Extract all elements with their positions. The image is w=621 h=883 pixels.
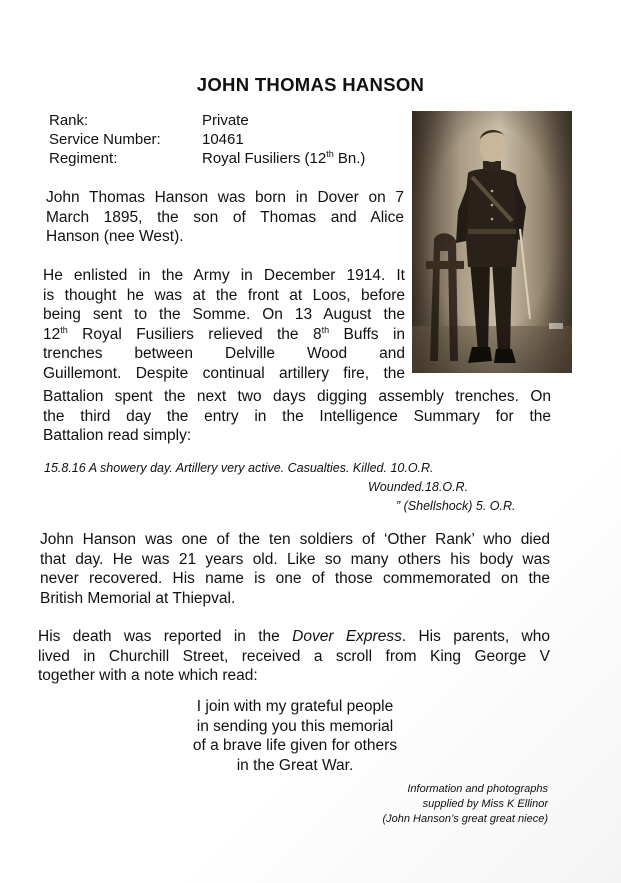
text-line: He enlisted in the Army in December 1914. It: [43, 267, 405, 284]
paragraph-report: [38, 627, 550, 686]
note-line: in the Great War.: [236, 756, 354, 774]
text-line: lived in Churchill Street, received a scroll from King George V: [38, 647, 550, 665]
text-line: being sent to the Somme. On 13 August the: [43, 306, 405, 323]
diary-entry-line: 15.8.16 A showery day. Artillery very active. Casualties. Killed. 10.O.R.: [44, 461, 434, 475]
diary-entry-line: ” (Shellshock) 5. O.R.: [396, 499, 516, 513]
info-label: Regiment:: [49, 150, 118, 167]
paragraph-enlistment-continued: [43, 387, 551, 446]
text-line: the third day the entry in the Intelligence Summary for the: [43, 407, 551, 425]
info-value: Royal Fusiliers (12th Bn.): [202, 149, 366, 167]
text-line: His death was reported in the Dover Express. His parents, who: [38, 628, 550, 645]
text-line: trenches between Delville Wood and: [43, 345, 405, 362]
text-line: 12th Royal Fusiliers relieved the 8th Buffs in: [43, 324, 406, 343]
text-line: British Memorial at Thiepval.: [40, 589, 236, 607]
paragraph-birth: [46, 188, 404, 247]
text-line: never recovered. His name is one of those commemorated on the: [40, 570, 550, 587]
service-info: [49, 111, 365, 168]
info-row-service-number: [49, 130, 365, 149]
photo-credit: [382, 782, 548, 827]
text-line: that day. He was 21 years old. Like so many others his body was: [40, 550, 550, 568]
credit-line: Information and photographs: [407, 783, 548, 795]
credit-line: supplied by Miss K Ellinor: [422, 798, 548, 810]
info-label: Rank:: [49, 112, 89, 129]
text-line: Hanson (nee West).: [46, 228, 184, 245]
soldier-portrait-photo: [412, 111, 572, 373]
memorial-note: [160, 697, 430, 775]
info-row-rank: [49, 111, 365, 130]
info-row-regiment: [49, 149, 365, 168]
newspaper-name: Dover Express: [292, 628, 402, 645]
diary-entry-line: Wounded.18.O.R.: [368, 480, 469, 494]
text-line: Battalion spent the next two days digging assembly trenches. On: [43, 388, 551, 405]
note-line: I join with my grateful people: [196, 698, 394, 715]
credit-line: (John Hanson’s great great niece): [382, 813, 548, 825]
info-value: 10461: [202, 131, 244, 148]
note-line: in sending you this memorial: [196, 717, 394, 735]
text-line: March 1895, the son of Thomas and Alice: [46, 208, 404, 226]
text-line: together with a note which read:: [38, 667, 258, 684]
document-title: JOHN THOMAS HANSON: [196, 74, 425, 95]
text-line: Battalion read simply:: [43, 427, 192, 444]
paragraph-enlistment: [43, 266, 405, 383]
info-label: Service Number:: [49, 131, 161, 148]
info-value: Private: [202, 112, 249, 129]
text-line: Guillemont. Despite continual artillery fire, the: [43, 364, 405, 382]
text-line: is thought he was at the front at Loos, before: [43, 286, 405, 304]
paragraph-death: [40, 530, 550, 608]
text-line: John Thomas Hanson was born in Dover on 7: [46, 189, 404, 206]
note-line: of a brave life given for others: [192, 737, 398, 754]
text-line: John Hanson was one of the ten soldiers of ‘Other Rank’ who died: [40, 531, 550, 548]
